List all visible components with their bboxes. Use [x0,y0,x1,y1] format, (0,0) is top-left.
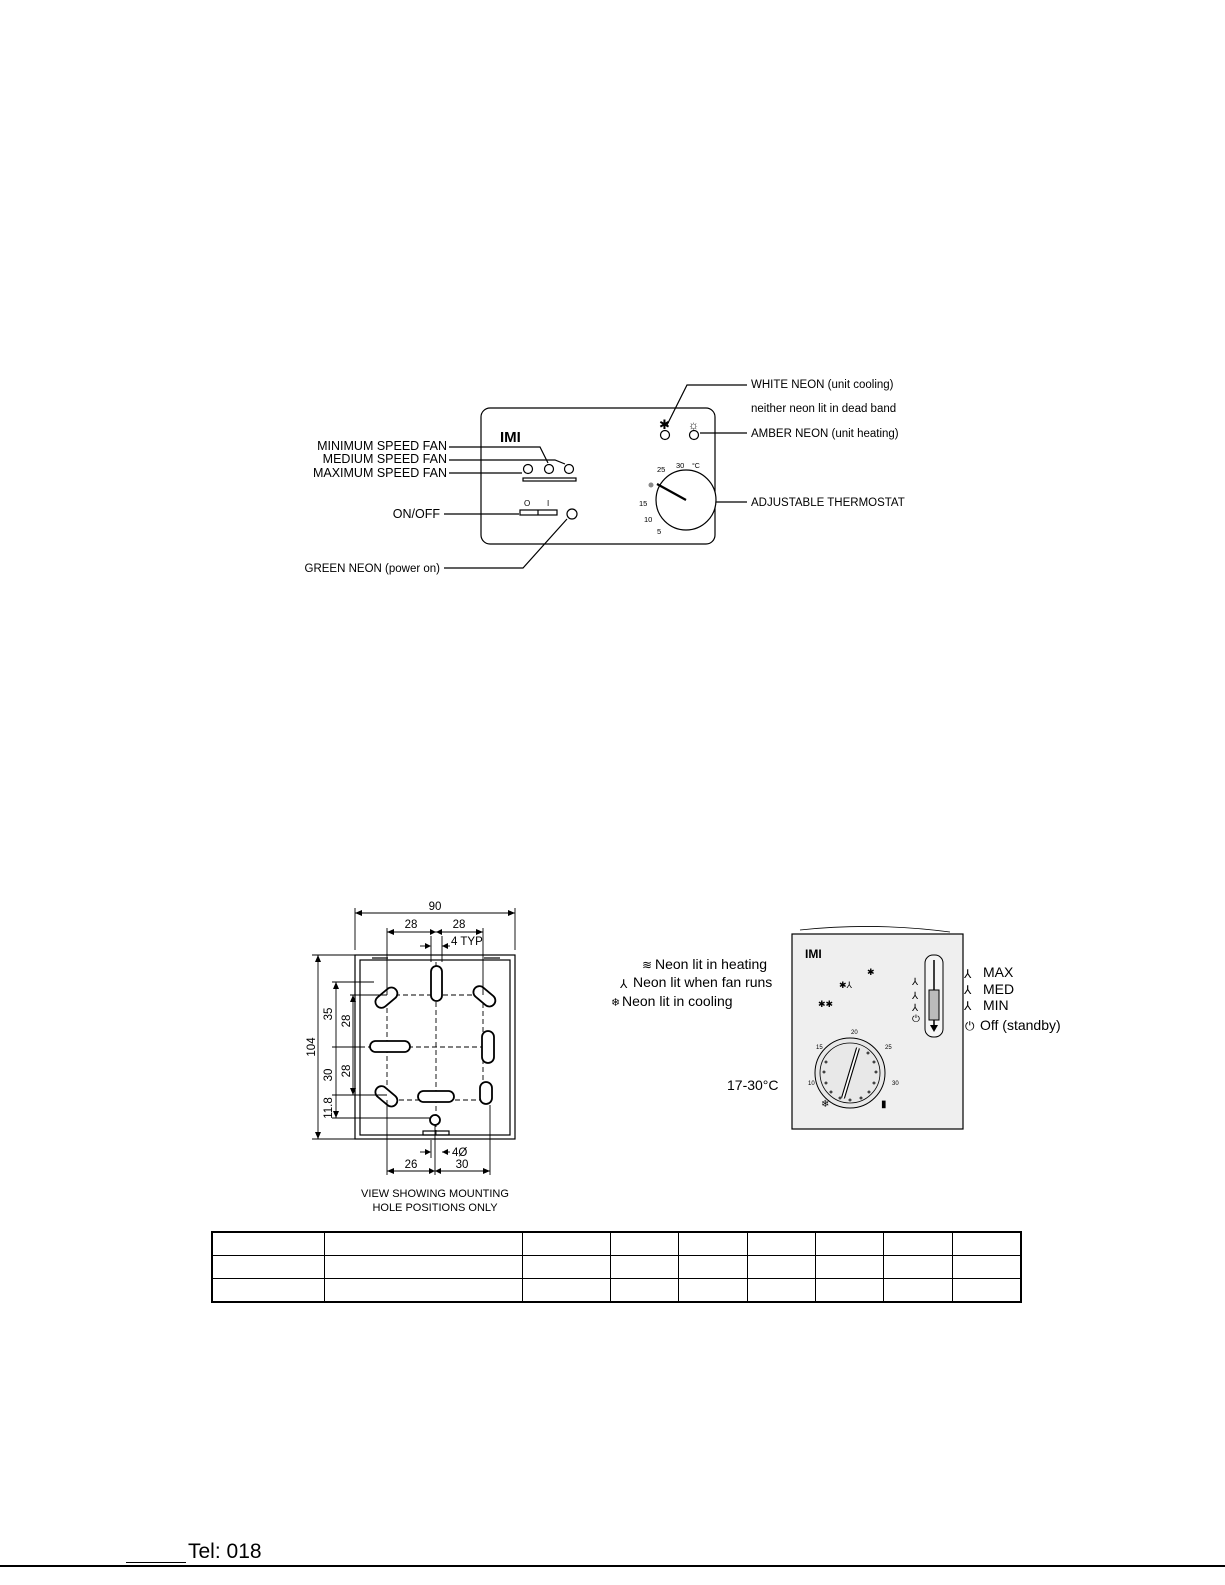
mounting-caption-line2: HOLE POSITIONS ONLY [372,1202,498,1214]
off-legend-icon: ⏻ [965,1019,975,1033]
med-legend-icon: ⅄ [964,983,972,997]
dim-28a: 28 [341,1014,353,1028]
table-cell [325,1256,523,1279]
dim-bottom-26: 26 [404,1159,418,1171]
label-on-off: ON/OFF [392,507,440,521]
sun-icon: ☼ [688,418,699,432]
label-thermostat: ADJUSTABLE THERMOSTAT [751,497,905,509]
heating-legend-icon: ≋ [642,958,653,972]
table-cell [952,1279,1021,1303]
label-dead-band: neither neon lit in dead band [751,403,897,415]
dial2-scale-15: 15 [816,1045,823,1051]
table-cell [952,1232,1021,1256]
switch-mark-off: O [524,499,531,508]
dim-35: 35 [323,1007,335,1021]
label-min-fan: MINIMUM SPEED FAN [317,439,447,453]
table-cell [522,1256,611,1279]
fan-min-icon: ⅄ [912,1003,919,1014]
mounting-caption-line1: VIEW SHOWING MOUNTING [361,1188,509,1200]
cooling-legend-icon: ❄ [611,997,621,1009]
dim-width-90: 90 [428,901,442,913]
speed-slider-knob [929,990,939,1020]
dial2-scale-20: 20 [851,1030,858,1036]
cooling-neon-icon: ✱✱ [818,999,834,1009]
table-cell [212,1279,325,1303]
legend-heating: Neon lit in heating [655,956,768,972]
table-cell [522,1232,611,1256]
thermometer-icon: ▮ [881,1099,887,1110]
speed-min: MIN [983,997,1009,1013]
imi-logo-2: IMI [805,947,822,961]
footer-telephone: Tel: 018 [188,1540,262,1563]
table-cell [748,1232,816,1256]
fan-legend-icon: ⅄ [620,977,628,991]
legend-cooling: Neon lit in cooling [622,993,733,1009]
dim-top-right-28: 28 [452,919,466,931]
table-cell [883,1232,952,1256]
table-cell [325,1279,523,1303]
heating-neon-icon: ✱ [867,967,875,977]
hole-top-center [431,966,442,1001]
dim-28b: 28 [341,1064,353,1078]
table-cell [325,1232,523,1256]
spec-table [211,1231,1022,1303]
hole-top-right [471,984,498,1009]
label-amber-neon: AMBER NEON (unit heating) [751,428,899,440]
fan-max-icon: ⅄ [912,977,919,988]
hole-low-right [480,1082,492,1104]
imi-logo: IMI [500,429,521,446]
hole-mid-right [482,1031,494,1063]
table-cell [212,1256,325,1279]
dial-scale-unit: °C [692,463,700,470]
controller-front-diagram [444,385,747,568]
dial2-scale-10: 10 [808,1081,815,1087]
table-cell [952,1256,1021,1279]
footer-underline [126,1562,186,1563]
hole-low-left [373,1084,400,1109]
hole-top-left [373,985,400,1010]
table-cell [883,1279,952,1303]
table-cell [815,1256,883,1279]
switch-mark-on: I [547,499,550,508]
table-cell [522,1279,611,1303]
fan-button-bar [523,478,576,481]
temperature-range: 17-30°C [727,1077,779,1093]
hole-mid-left [370,1041,410,1052]
table-cell [679,1279,748,1303]
dim-30: 30 [323,1068,335,1082]
dial-scale-15: 15 [639,499,648,508]
table-cell [679,1232,748,1256]
table-row [212,1279,1021,1303]
table-cell [748,1279,816,1303]
speed-max: MAX [983,964,1014,980]
table-cell [679,1256,748,1279]
fan-med-icon: ⅄ [912,991,919,1002]
table-cell [883,1256,952,1279]
speed-off: Off (standby) [980,1017,1061,1033]
dial-scale-25: 25 [657,465,666,474]
label-max-fan: MAXIMUM SPEED FAN [312,466,447,480]
page-footer [0,1540,1225,1585]
table-cell [212,1232,325,1256]
dial2-scale-25: 25 [885,1045,892,1051]
snowflake-icon-2: ❄ [821,1099,830,1110]
power-icon: ⏻ [912,1014,920,1025]
min-legend-icon: ⅄ [964,999,972,1013]
table-row [212,1256,1021,1279]
label-med-fan: MEDIUM SPEED FAN [322,452,447,466]
speed-med: MED [983,981,1015,997]
dial-scale-30: 30 [676,461,685,470]
dial-scale-10: 10 [644,515,653,524]
table-cell [748,1256,816,1279]
table-cell [611,1232,679,1256]
dim-hole-typ: 4 TYP [451,936,483,948]
table-cell [815,1279,883,1303]
max-legend-icon: ⅄ [964,967,972,981]
snowflake-icon: ✱ [659,417,670,432]
table-cell [611,1279,679,1303]
dim-diameter: 4Ø [452,1147,468,1159]
hole-low-center [418,1091,454,1102]
dim-height-104: 104 [306,1037,318,1057]
fan-neon-icon: ✱⅄ [839,980,853,990]
legend-fan: Neon lit when fan runs [633,974,773,990]
dial-scale-5: 5 [657,527,662,536]
dim-bottom-30: 30 [455,1159,469,1171]
table-row [212,1232,1021,1256]
label-green-neon: GREEN NEON (power on) [304,563,440,575]
mounting-hole-diagram [312,908,515,1175]
hole-bottom-round [430,1115,440,1125]
dial2-scale-30: 30 [892,1081,899,1087]
dim-11-8: 11.8 [323,1097,335,1119]
footer-rule [0,1565,1225,1567]
table-cell [611,1256,679,1279]
dim-top-left-28: 28 [404,919,418,931]
table-cell [815,1232,883,1256]
label-white-neon: WHITE NEON (unit cooling) [751,379,894,391]
